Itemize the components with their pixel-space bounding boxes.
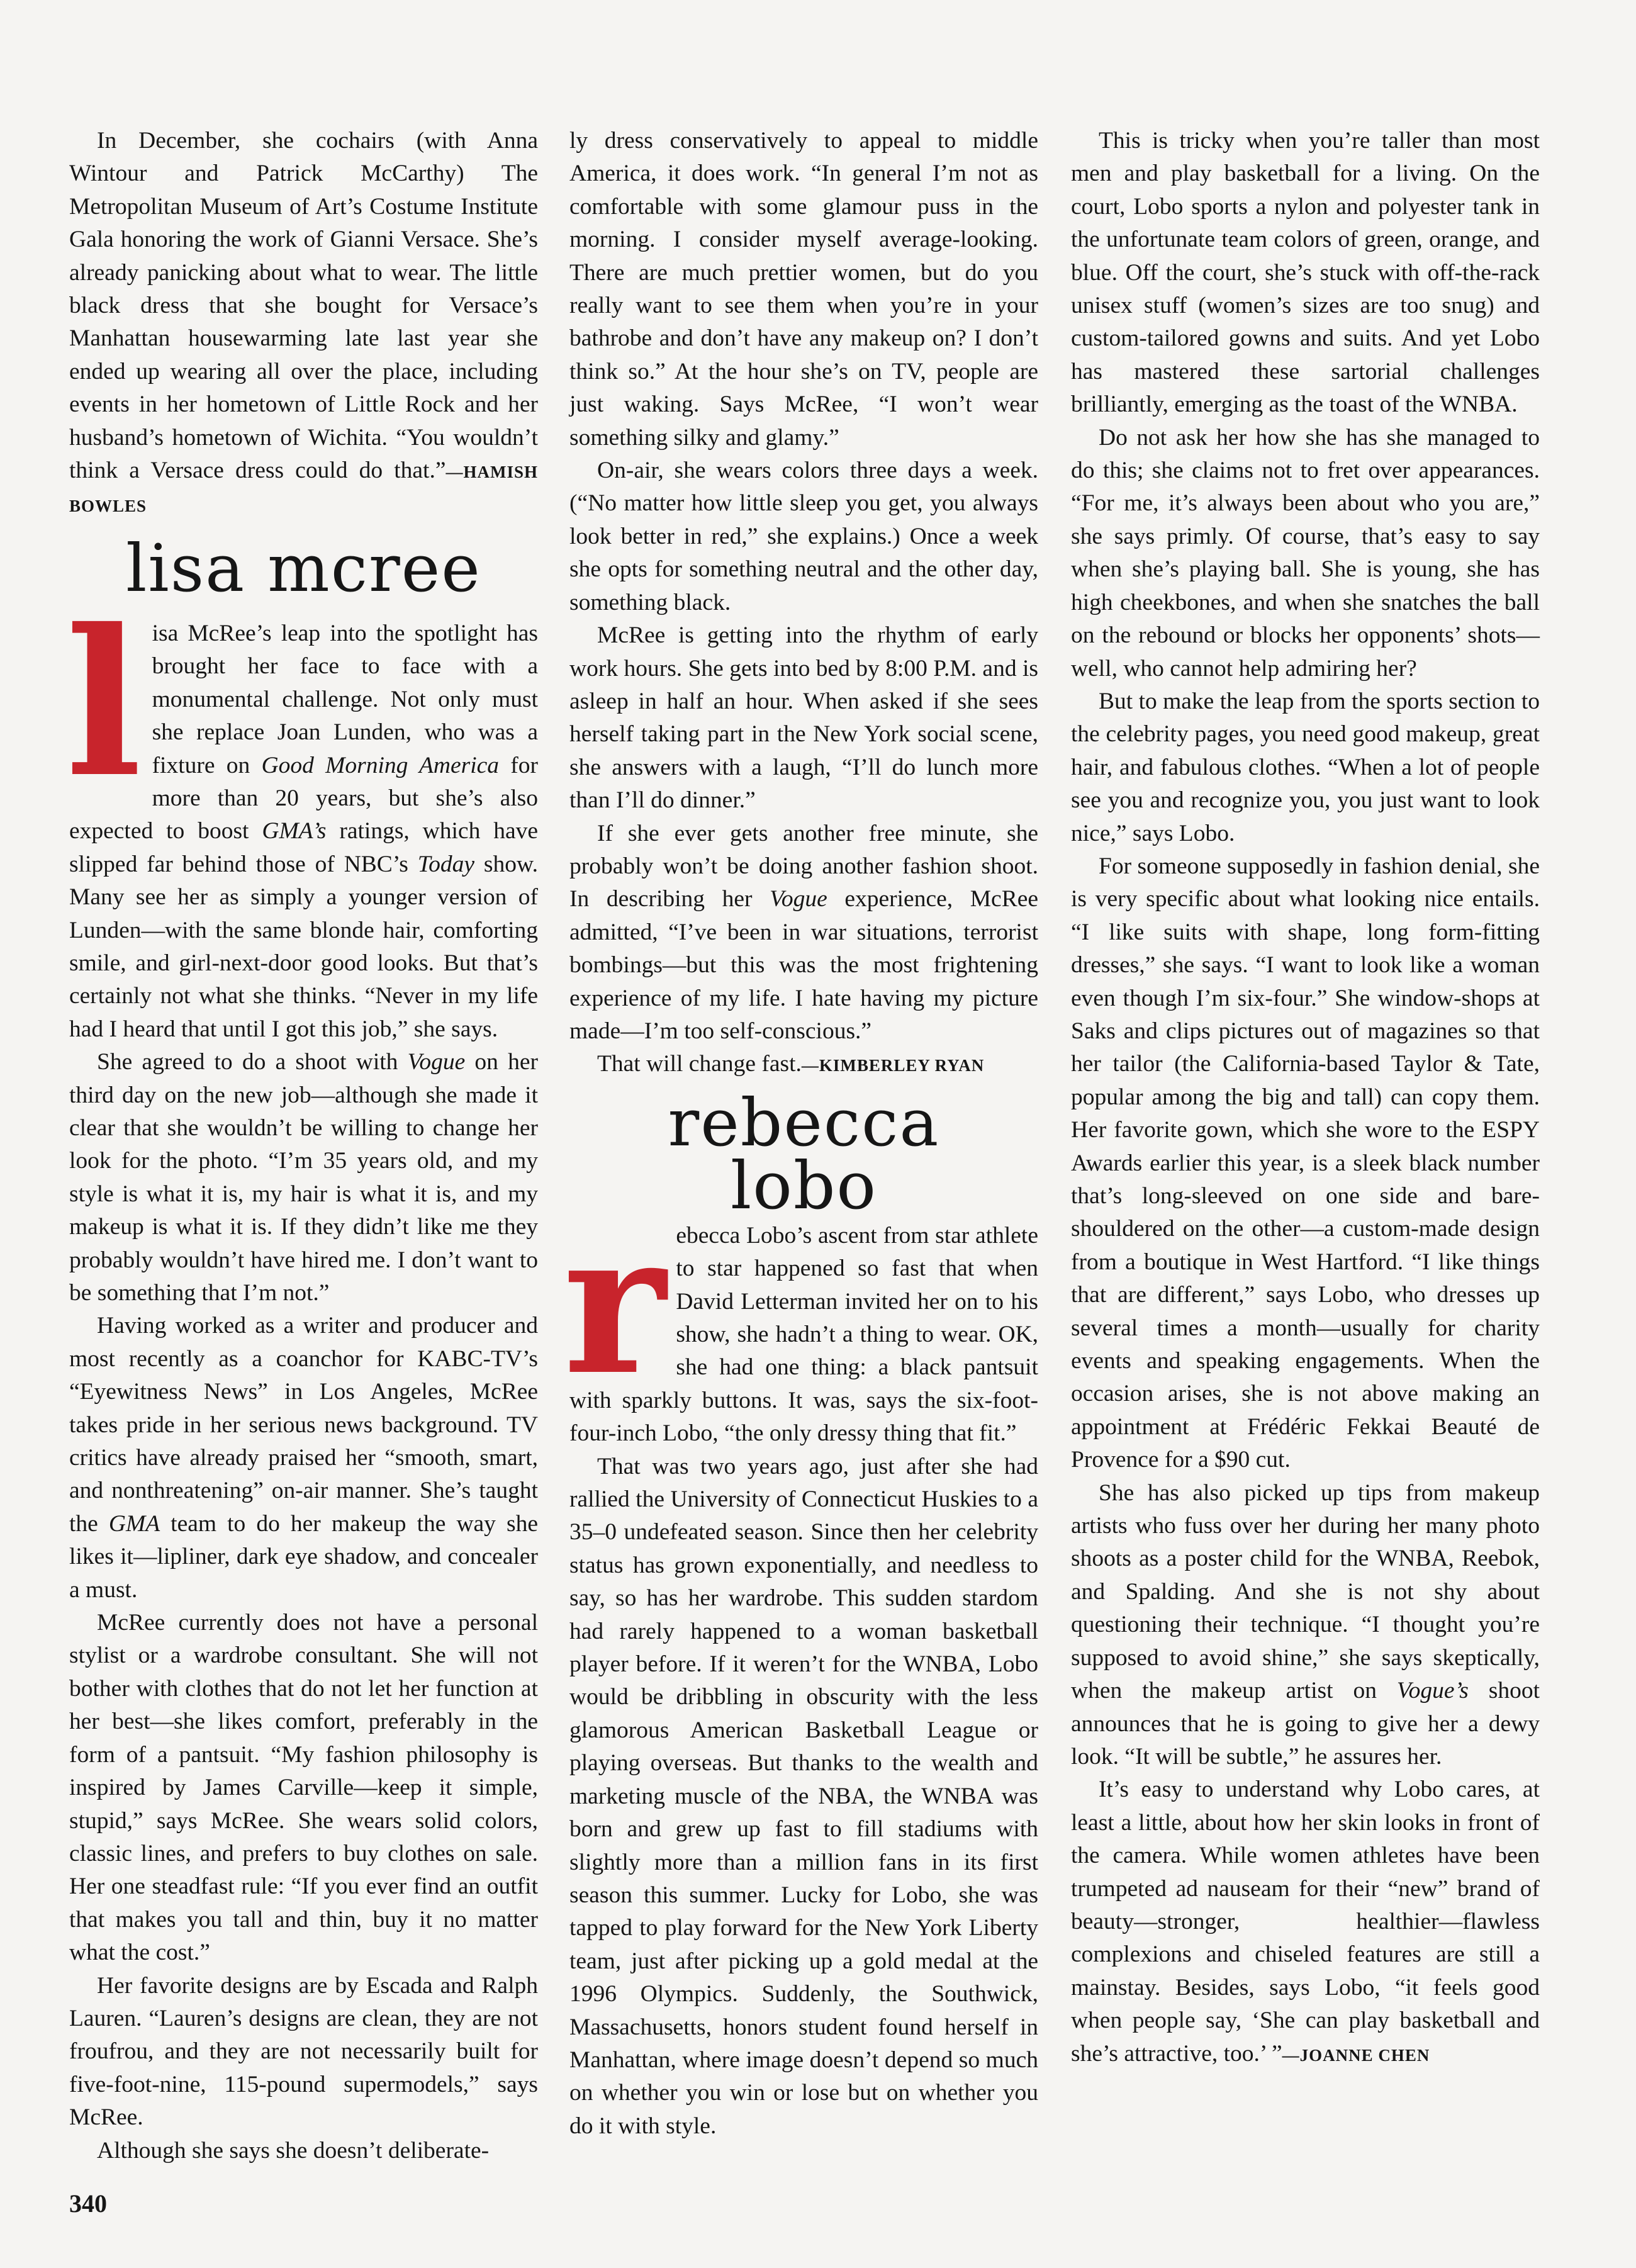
heading-line-rebecca: rebecca	[668, 1084, 940, 1161]
page-number: 340	[69, 2189, 107, 2218]
drop-cap-l: l	[65, 585, 142, 822]
lobo-paragraph-6: For someone supposedly in fashion denial, she is very specific about what looking nice entails. “I like suits with shape, long form-fitting dresses,” she says. “I want to look like a woman even though I’m six-four.” She window-shops at Saks and clips pictures out of magazines so that her tailor (the California-based Taylor & Tate, popular among the big and tall) can copy them. Her favorite gown, which she wore to the ESPY Awards earlier this year, is a sleek black number that’s long-sleeved on one side and bare-shouldered on the other—a custom-made design from a boutique in West Hartford. “I like things that are different,” says Lobo, who dresses up several times a month—usually for charity events and speaking engagements. When the occasion arises, she is not above making an appointment at Frédéric Fekkai Beauté de Provence for a $90 cut.	[1071, 853, 1540, 1473]
column-1	[65, 125, 538, 2167]
lobo-paragraph-5: But to make the leap from the sports section to the celebrity pages, you need good makeup, great hair, and fabulous clothes. “When a lot of people see you and recognize you, you just want to look nice,” says Lobo.	[1071, 688, 1540, 846]
mcree-paragraph-6: Although she says she doesn’t deliberate-	[97, 2137, 490, 2164]
drop-cap-r: r	[563, 1189, 666, 1418]
heading-line-lobo: lobo	[730, 1147, 878, 1224]
lobo-paragraph-1: rebecca Lobo’s ascent from star athlete to star happened so fast that when David Letterman invited her on to his show, she hadn’t a thing to wear. OK, she had one thing: a black pantsuit with sparkly buttons. It was, says the six-foot-four-inch Lobo, “the only dressy thing that fit.”	[563, 1189, 1038, 1447]
column-2	[563, 125, 1038, 2143]
mcree-paragraph-10: If she ever gets another free minute, she probably won’t be doing another fashion shoot. In describing her Vogue experience, McRee admitted, “I’ve been in war situations, terrorist bombings—but this was the most frightening experience of my life. I hate having my picture made—I’m too self-conscious.”	[569, 820, 1038, 1044]
mcree-paragraph-5: Her favorite designs are by Escada and Ralph Lauren. “Lauren’s designs are clean, they are not froufrou, and they are not necessarily built for five-foot-nine, 115-pound supermodels,” says McRee.	[69, 1972, 538, 2131]
mcree-paragraph-8: On-air, she wears colors three days a week. (“No matter how little sleep you get, you always look better in red,” she explains.) Once a week she opts for something neutral and the other day, something black.	[569, 458, 1038, 615]
mcree-paragraph-4: McRee currently does not have a personal stylist or a wardrobe consultant. She will not bother with clothes that do not let her function at her best—she likes comfort, preferably in the form of a pantsuit. “My fashion philosophy is inspired by James Carville—keep it simple, stupid,” says McRee. She wears solid colors, classic lines, and prefers to buy clothes on sale. Her one steadfast rule: “If you ever find an outfit that makes you tall and thin, buy it no matter what the cost.”	[69, 1610, 538, 1966]
intro-paragraph: In December, she cochairs (with Anna Wintour and Patrick McCarthy) The Metropolitan Museum of Art’s Costume Institute Gala honoring the work of Gianni Versace. She’s already panicking about what to wear. The little black dress that she bought for Versace’s Manhattan housewarming late last year she ended up wearing all over the place, including events in her hometown of Little Rock and her husband’s hometown of Wichita. “You wouldn’t think a Versace dress could do that.”—HAMISH BOWLES	[69, 128, 538, 516]
column-3	[1071, 125, 1540, 2072]
mcree-paragraph-11: That will change fast.—KIMBERLEY RYAN	[597, 1051, 985, 1077]
lobo-paragraph-4: Do not ask her how she has she managed to do this; she claims not to fret over appearances. “For me, it’s always been about who you are,” she says primly. Of course, that’s easy to say when she’s playing ball. She is young, she has high cheekbones, and when she snatches the ball on the rebound or blocks her opponents’ shots—well, who cannot help admiring her?	[1071, 424, 1540, 682]
mcree-paragraph-7: ly dress conservatively to appeal to middle America, it does work. “In general I’m not as comfortable with some glamour puss in the morning. I consider myself average-looking. There are much prettier women, but do you really want to see them when you’re in your bathrobe and don’t have any makeup on? I don’t think so.” At the hour she’s on TV, people are just waking. Says McRee, “I won’t wear something silky and glamy.”	[569, 128, 1038, 451]
mcree-paragraph-9: McRee is getting into the rhythm of early work hours. She gets into bed by 8:00 P.M. and is asleep in half an hour. When asked if she sees herself taking part in the New York social scene, she answers with a laugh, “I’ll do lunch more than I’ll do dinner.”	[569, 622, 1038, 814]
lobo-paragraph-2: That was two years ago, just after she had rallied the University of Connecticut Huskies to a 35–0 undefeated season. Since then her celebrity status has grown exponentially, and needless to say, so has her wardrobe. This sudden stardom had rarely happened to a woman basketball player before. If it weren’t for the WNBA, Lobo would be dribbling in obscurity with the less glamorous American Basketball League or playing overseas. But thanks to the wealth and marketing muscle of the NBA, the WNBA was born and grew up fast to fill stadiums with slightly more than a million fans in its first season this summer. Lucky for Lobo, she was tapped to play forward for the New York Liberty team, just after picking up a gold medal at the 1996 Olympics. Suddenly, the Southwick, Massachusetts, honors student found herself in Manhattan, where image doesn’t depend so much on whether you win or lose but on whether you do it with style.	[569, 1453, 1038, 2139]
lobo-paragraph-8: It’s easy to understand why Lobo cares, at least a little, about how her skin looks in front of the camera. While women athletes have been trumpeted ad nauseam for their “new” brand of beauty—stronger, healthier—flawless complexions and chiseled features are still a mainstay. Besides, says Lobo, “it feels good when people say, ‘She can play basketball and she’s attractive, too.’ ”—JOANNE CHEN	[1071, 1777, 1540, 2067]
byline-hamish-bowles: —HAMISH BOWLES	[69, 463, 538, 516]
mcree-paragraph-3: Having worked as a writer and producer and most recently as a coanchor for KABC-TV’s “Eyewitness News” in Los Angeles, McRee takes pride in her serious news background. TV critics have already praised her “smooth, smart, and nonthreatening” on-air manner. She’s taught the GMA team to do her makeup the way she likes it—lipliner, dark eye shadow, and concealer a must.	[69, 1313, 538, 1603]
lobo-paragraph-7: She has also picked up tips from makeup artists who fuss over her during her many photo shoots as a poster child for the WNBA, Reebok, and Spalding. And she is not shy about questioning their technique. “I thought you’re supposed to avoid shine,” she says skeptically, when the makeup artist on Vogue’s shoot announces that he is going to give her a dewy look. “It will be subtle,” he assures her.	[1071, 1479, 1540, 1770]
section-heading-lisa-mcree: lisa mcree	[126, 529, 481, 607]
mcree-paragraph-1: lisa McRee’s leap into the spotlight has brought her face to face with a monumental challenge. Not only must she replace Joan Lunden, who was a fixture on Good Morning America for more than 20 years, but she’s also expected to boost GMA’s ratings, which have slipped far behind those of NBC’s Today show. Many see her as simply a younger version of Lunden—with the same blonde hair, comforting smile, and girl-next-door good looks. But that’s certainly not what she thinks. “Never in my life had I heard that until I got this job,” she says.	[65, 585, 538, 1042]
mcree-paragraph-2: She agreed to do a shoot with Vogue on her third day on the new job—although she made it clear that she wouldn’t be willing to change her look for the photo. “I’m 35 years old, and my style is what it is, my hair is what it is, and my makeup is what it is. If they didn’t like me they probably wouldn’t have hired me. I don’t want to be something that I’m not.”	[69, 1049, 538, 1306]
byline-kimberley-ryan: —KIMBERLEY RYAN	[801, 1056, 985, 1075]
byline-joanne-chen: —JOANNE CHEN	[1282, 2045, 1430, 2065]
lobo-paragraph-3: This is tricky when you’re taller than most men and play basketball for a living. On the court, Lobo sports a nylon and polyester tank in the unfortunate team colors of green, orange, and blue. Off the court, she’s stuck with off-the-rack unisex stuff (women’s sizes are too snug) and custom-tailored gowns and suits. And yet Lobo has mastered these sartorial challenges brilliantly, emerging as the toast of the WNBA.	[1071, 128, 1540, 418]
